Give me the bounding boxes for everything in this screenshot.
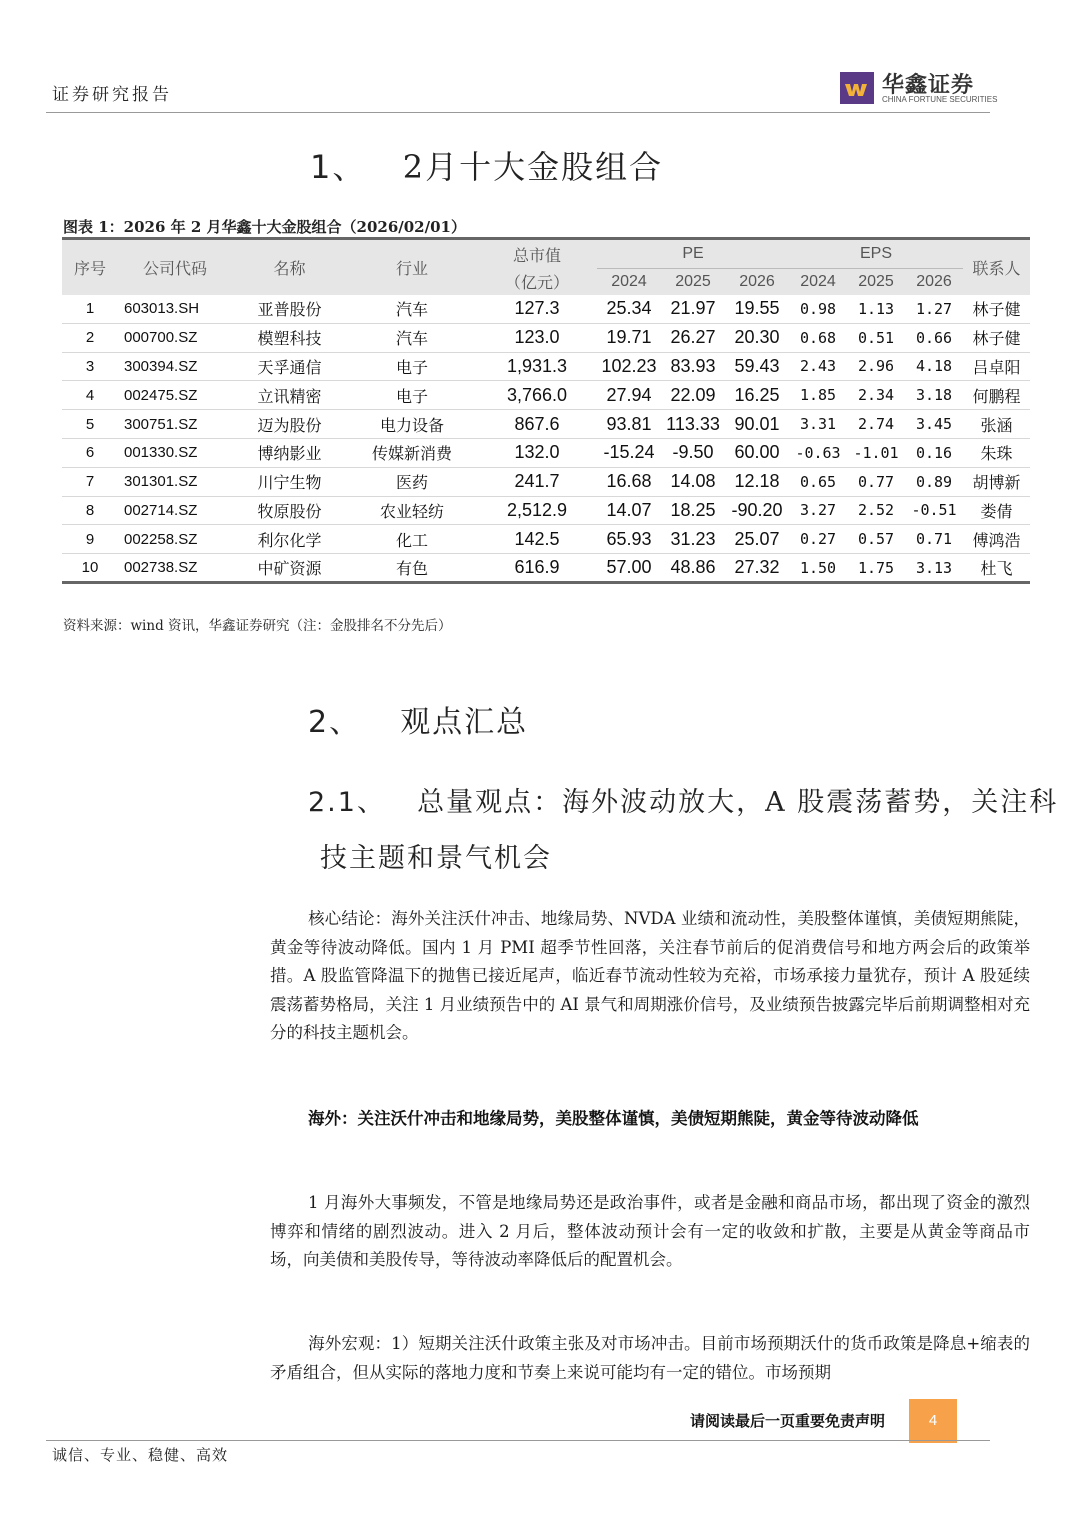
cell-code: 002475.SZ [118,381,232,410]
cell-idx: 6 [62,438,118,467]
header-divider [46,112,990,113]
cell-pe25: 21.97 [661,295,725,324]
cell-pe25: 83.93 [661,352,725,381]
col-header-eps-2026: 2026 [905,269,963,295]
cell-pe25: -9.50 [661,438,725,467]
cell-industry: 汽车 [347,295,477,324]
col-header-code: 公司代码 [118,239,232,295]
cell-name: 中矿资源 [232,554,347,583]
cell-code: 002714.SZ [118,496,232,525]
cell-pe26: 12.18 [725,467,789,496]
cell-eps24: -0.63 [789,438,847,467]
cell-code: 603013.SH [118,295,232,324]
cell-name: 天孚通信 [232,352,347,381]
cell-pe24: -15.24 [597,438,661,467]
table-row [62,438,1030,467]
cell-pe26: 20.30 [725,323,789,352]
cell-eps26: -0.51 [905,496,963,525]
table-row [62,352,1030,381]
col-group-eps: EPS [789,239,963,269]
cell-code: 300394.SZ [118,352,232,381]
table-row [62,295,1030,324]
cell-code: 002258.SZ [118,525,232,554]
disclaimer-notice: 请阅读最后一页重要免责声明 [690,1412,886,1430]
col-header-name: 名称 [232,239,347,295]
cell-pe24: 102.23 [597,352,661,381]
col-header-industry: 行业 [347,239,477,295]
cell-name: 博纳影业 [232,438,347,467]
overseas-text: 1 月海外大事频发，不管是地缘局势还是政治事件，或者是金融和商品市场，都出现了资金的激烈博弈和情绪的剧烈波动。进入 2 月后，整体波动预计会有一定的收敛和扩散，主要是从黄金等商品市场，向美债和美股传导，等待波动率降低后的配置机会。 [270,1193,1030,1269]
cell-name: 模塑科技 [232,323,347,352]
cell-eps24: 3.31 [789,410,847,439]
cell-eps24: 3.27 [789,496,847,525]
cell-eps26: 0.71 [905,525,963,554]
cell-contact: 何鹏程 [963,381,1030,410]
cell-idx: 7 [62,467,118,496]
cell-name: 川宁生物 [232,467,347,496]
cell-mktcap: 867.6 [477,410,597,439]
cell-industry: 医药 [347,467,477,496]
cell-mktcap: 127.3 [477,295,597,324]
col-header-pe-2025: 2025 [661,269,725,295]
col-header-mktcap-unit: （亿元） [477,269,597,295]
cell-idx: 5 [62,410,118,439]
cell-mktcap: 142.5 [477,525,597,554]
cell-industry: 传媒新消费 [347,438,477,467]
cell-pe24: 27.94 [597,381,661,410]
cell-contact: 张涵 [963,410,1030,439]
cell-eps24: 1.50 [789,554,847,583]
cell-eps25: 2.96 [847,352,905,381]
cell-eps25: 1.13 [847,295,905,324]
cell-mktcap: 132.0 [477,438,597,467]
cell-mktcap: 3,766.0 [477,381,597,410]
cell-eps26: 3.13 [905,554,963,583]
table-row [62,323,1030,352]
cell-mktcap: 123.0 [477,323,597,352]
cell-eps25: 2.34 [847,381,905,410]
cell-pe25: 26.27 [661,323,725,352]
cell-industry: 电子 [347,381,477,410]
cell-pe24: 93.81 [597,410,661,439]
footer-divider [46,1440,990,1441]
col-header-eps-2024: 2024 [789,269,847,295]
cell-industry: 电力设备 [347,410,477,439]
company-motto: 诚信、专业、稳健、高效 [52,1446,229,1464]
cell-pe26: 16.25 [725,381,789,410]
cell-eps26: 0.16 [905,438,963,467]
cell-pe24: 57.00 [597,554,661,583]
overseas-paragraph [270,1189,1030,1275]
cell-name: 牧原股份 [232,496,347,525]
cell-mktcap: 2,512.9 [477,496,597,525]
cell-pe24: 19.71 [597,323,661,352]
cell-eps26: 3.18 [905,381,963,410]
cell-idx: 9 [62,525,118,554]
subsection-2-1-title-line1: 总量观点：海外波动放大，A 股震荡蓄势，关注科 [417,787,1059,818]
overseas-macro-text: 海外宏观：1）短期关注沃什政策主张及对市场冲击。目前市场预期沃什的货币政策是降息+缩表的矛盾组合，但从实际的落地力度和节奏上来说可能均有一定的错位。市场预期 [270,1334,1030,1382]
cell-pe25: 18.25 [661,496,725,525]
cell-eps24: 0.68 [789,323,847,352]
cell-pe25: 48.86 [661,554,725,583]
cell-eps24: 2.43 [789,352,847,381]
figure-source: 资料来源：wind 资讯，华鑫证券研究（注：金股排名不分先后） [63,618,452,634]
cell-contact: 林子健 [963,323,1030,352]
cell-eps25: 0.57 [847,525,905,554]
col-group-pe: PE [597,239,789,269]
cell-pe25: 113.33 [661,410,725,439]
section-2-heading [308,697,528,741]
section-2-title: 观点汇总 [400,705,529,740]
logo-name-cn: 华鑫证券 [882,73,975,98]
company-logo [840,70,998,108]
overseas-heading: 海外：关注沃什冲击和地缘局势，美股整体谨慎，美债短期熊陡，黄金等待波动降低 [308,1109,919,1128]
cell-eps24: 0.65 [789,467,847,496]
cell-pe26: 25.07 [725,525,789,554]
cell-name: 亚普股份 [232,295,347,324]
cell-idx: 3 [62,352,118,381]
cell-code: 001330.SZ [118,438,232,467]
cell-industry: 化工 [347,525,477,554]
table-row [62,554,1030,583]
cell-pe26: 19.55 [725,295,789,324]
col-header-pe-2026: 2026 [725,269,789,295]
col-header-contact: 联系人 [963,239,1030,295]
cell-name: 利尔化学 [232,525,347,554]
cell-code: 301301.SZ [118,467,232,496]
cell-name: 迈为股份 [232,410,347,439]
cell-pe25: 22.09 [661,381,725,410]
cell-pe24: 65.93 [597,525,661,554]
cell-eps25: 1.75 [847,554,905,583]
golden-stocks-table [62,237,1030,584]
cell-contact: 胡博新 [963,467,1030,496]
section-1-heading [310,142,663,188]
cell-mktcap: 616.9 [477,554,597,583]
cell-contact: 吕卓阳 [963,352,1030,381]
cell-name: 立讯精密 [232,381,347,410]
table-row [62,467,1030,496]
cell-eps24: 0.98 [789,295,847,324]
cell-contact: 傅鸿浩 [963,525,1030,554]
logo-mark-icon [840,72,874,104]
subsection-2-1-heading [308,780,1058,819]
cell-idx: 2 [62,323,118,352]
col-header-eps-2025: 2025 [847,269,905,295]
core-conclusion-paragraph [270,905,1030,1048]
cell-code: 000700.SZ [118,323,232,352]
cell-eps26: 0.66 [905,323,963,352]
cell-eps26: 0.89 [905,467,963,496]
cell-pe26: 60.00 [725,438,789,467]
cell-pe26: -90.20 [725,496,789,525]
cell-eps25: -1.01 [847,438,905,467]
cell-contact: 林子健 [963,295,1030,324]
cell-pe25: 31.23 [661,525,725,554]
table-row [62,381,1030,410]
cell-pe24: 25.34 [597,295,661,324]
cell-eps26: 4.18 [905,352,963,381]
cell-eps25: 2.52 [847,496,905,525]
table-body [62,295,1030,583]
cell-pe25: 14.08 [661,467,725,496]
report-type-label: 证券研究报告 [52,85,172,105]
overseas-macro-paragraph [270,1330,1030,1387]
figure-caption: 图表 1：2026 年 2 月华鑫十大金股组合（2026/02/01） [63,218,466,236]
cell-code: 002738.SZ [118,554,232,583]
cell-eps24: 1.85 [789,381,847,410]
col-header-index: 序号 [62,239,118,295]
cell-pe26: 59.43 [725,352,789,381]
cell-mktcap: 241.7 [477,467,597,496]
cell-eps24: 0.27 [789,525,847,554]
cell-idx: 1 [62,295,118,324]
cell-idx: 4 [62,381,118,410]
section-2-number: 2、 [308,705,362,740]
subsection-2-1-number: 2.1、 [308,787,386,818]
cell-eps25: 0.77 [847,467,905,496]
cell-industry: 有色 [347,554,477,583]
cell-eps25: 0.51 [847,323,905,352]
cell-idx: 10 [62,554,118,583]
cell-pe26: 90.01 [725,410,789,439]
table-row [62,496,1030,525]
cell-pe24: 16.68 [597,467,661,496]
cell-pe24: 14.07 [597,496,661,525]
cell-code: 300751.SZ [118,410,232,439]
cell-industry: 农业轻纺 [347,496,477,525]
cell-eps26: 1.27 [905,295,963,324]
cell-pe26: 27.32 [725,554,789,583]
page-number: 4 [909,1399,957,1443]
cell-contact: 杜飞 [963,554,1030,583]
section-1-title: 2月十大金股组合 [402,148,664,186]
cell-industry: 汽车 [347,323,477,352]
section-1-number: 1、 [310,148,367,186]
table-row [62,410,1030,439]
cell-eps25: 2.74 [847,410,905,439]
subsection-2-1-title-line2: 技主题和景气机会 [320,843,552,874]
core-conclusion-text: 核心结论：海外关注沃什冲击、地缘局势、NVDA 业绩和流动性，美股整体谨慎，美债短期熊陡，黄金等待波动降低。国内 1 月 PMI 超季节性回落，关注春节前后的促消费信号和地方两会后的政策举措。A 股监管降温下的抛售已接近尾声，临近春节流动性较为充裕，市场承接力量犹存，预计 A 股延续震荡蓄势格局，关注 1 月业绩预告中的 AI 景气和周期涨价信号，及业绩预告披露完毕后前期调整相对充分的科技主题机会。 [270,909,1030,1042]
col-header-pe-2024: 2024 [597,269,661,295]
cell-industry: 电子 [347,352,477,381]
cell-idx: 8 [62,496,118,525]
cell-mktcap: 1,931.3 [477,352,597,381]
logo-name-en: CHINA FORTUNE SECURITIES [882,95,998,104]
table-row [62,525,1030,554]
cell-contact: 娄倩 [963,496,1030,525]
cell-contact: 朱珠 [963,438,1030,467]
col-header-mktcap: 总市值 [477,239,597,269]
cell-eps26: 3.45 [905,410,963,439]
